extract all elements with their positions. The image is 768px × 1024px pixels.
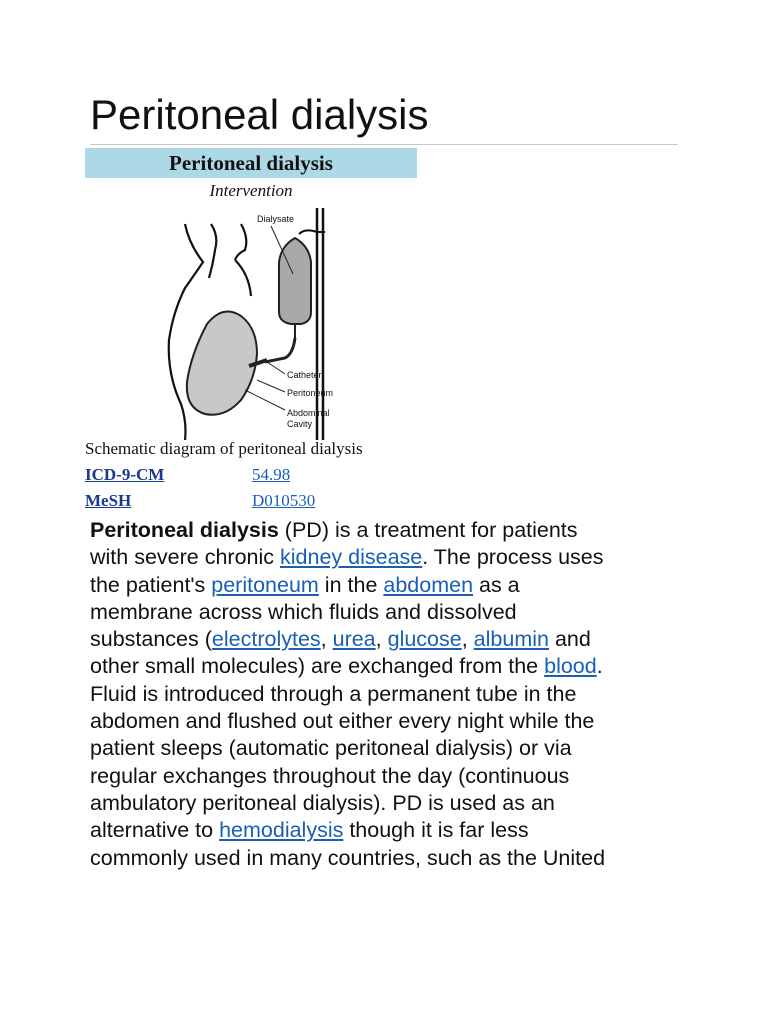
abdomen-link[interactable]: abdomen: [383, 572, 474, 597]
infobox-header: Peritoneal dialysis: [85, 148, 417, 178]
body-line: commonly used in many countries, such as the United: [90, 845, 606, 870]
text: ,: [375, 627, 388, 652]
figure-caption: Schematic diagram of peritoneal dialysis: [85, 439, 363, 458]
body-line: [90, 517, 690, 544]
body-line: membrane across which fluids and dissolved: [90, 599, 517, 624]
body-line: [90, 572, 690, 599]
peritoneal-cavity: [187, 312, 267, 415]
peritoneum-link[interactable]: peritoneum: [211, 572, 319, 597]
body-line: [90, 817, 690, 844]
term-bold: Peritoneal dialysis: [90, 518, 279, 542]
text: though it is far less: [343, 818, 529, 843]
infobox-subtitle: Intervention: [209, 181, 293, 200]
albumin-link[interactable]: albumin: [473, 627, 549, 652]
icd-9-cm-link[interactable]: ICD-9-CM: [85, 465, 165, 484]
infobox: [85, 148, 417, 510]
text: and: [548, 627, 591, 652]
body-line: Fluid is introduced through a permanent tube in the: [90, 681, 577, 706]
article-body: [90, 517, 690, 872]
text: substances (: [90, 627, 212, 652]
glucose-link[interactable]: glucose: [387, 627, 462, 652]
text: the patient's: [90, 572, 212, 597]
dialysate-bag: [265, 238, 311, 362]
page-title: Peritoneal dialysis: [90, 91, 429, 138]
body-line: [90, 544, 690, 571]
peritoneum-label: Peritoneum: [287, 388, 334, 398]
text: . The process uses: [422, 545, 604, 570]
text: other small molecules) are exchanged from the: [90, 654, 545, 679]
mesh-value-link[interactable]: D010530: [252, 491, 316, 510]
dialysate-label: Dialysate: [257, 214, 295, 224]
text: ,: [461, 627, 474, 652]
text: as a: [473, 572, 520, 597]
blood-link[interactable]: blood: [544, 654, 597, 679]
text: with severe chronic: [90, 545, 280, 570]
text: alternative to: [90, 818, 220, 843]
text: ,: [320, 627, 333, 652]
text: (PD) is a treatment for patients: [278, 518, 578, 542]
text: in the: [318, 572, 384, 597]
body-line: abdomen and flushed out either every night while the: [90, 709, 595, 734]
title-divider: [90, 144, 678, 145]
abdominal-label: Abdominal: [287, 408, 330, 418]
catheter-label: Catheter: [287, 370, 322, 380]
electrolytes-link[interactable]: electrolytes: [211, 627, 321, 652]
urea-link[interactable]: urea: [332, 627, 376, 652]
body-line: [90, 626, 690, 653]
body-line: regular exchanges throughout the day (continuous: [90, 763, 570, 788]
icd-9-cm-value-link[interactable]: 54.98: [252, 465, 291, 484]
body-line: [90, 653, 690, 680]
cavity-label: Cavity: [287, 419, 313, 429]
peritoneal-dialysis-diagram: [145, 204, 425, 444]
hemodialysis-link[interactable]: hemodialysis: [219, 818, 344, 843]
mesh-link[interactable]: MeSH: [85, 491, 132, 510]
body-line: ambulatory peritoneal dialysis). PD is used as an: [90, 790, 555, 815]
body-line: patient sleeps (automatic peritoneal dialysis) or via: [90, 736, 572, 761]
kidney-disease-link[interactable]: kidney disease: [280, 545, 423, 570]
text: .: [596, 654, 603, 679]
